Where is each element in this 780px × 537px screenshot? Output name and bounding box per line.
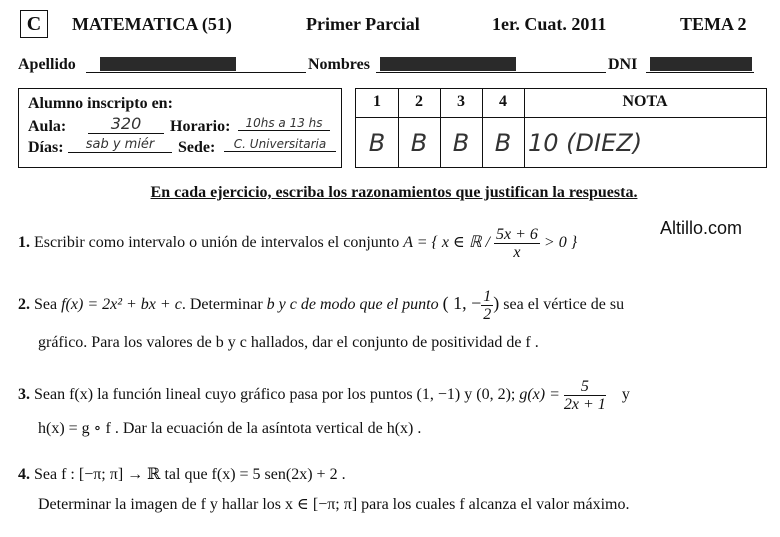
exercise-3-g-fraction xyxy=(564,378,606,413)
watermark-text: Altillo.com xyxy=(660,218,743,238)
exercise-1-fraction xyxy=(494,226,540,261)
exercise-3 xyxy=(18,378,630,413)
exercise-2-point-fraction xyxy=(481,288,493,323)
horario-label: Horario: xyxy=(170,118,231,135)
exercise-4-line-2: Determinar la imagen de f y hallar los x ∈ [−π; π] para los cuales f alcanza el valor máximo. xyxy=(38,496,630,513)
enrollment-title: Alumno inscripto en: xyxy=(28,95,173,112)
exercise-3-line-1: Sean f(x) la función lineal cuyo gráfico pasa por los puntos (1, −1) y (0, 2); xyxy=(34,386,516,404)
nombres-label: Nombres xyxy=(308,56,370,73)
exercise-3-number: 3. xyxy=(18,386,30,404)
grades-table xyxy=(355,88,767,168)
exam-title: Primer Parcial xyxy=(306,14,420,34)
exercise-2-function: f(x) = 2x² + bx + c xyxy=(61,296,182,314)
apellido-line xyxy=(86,72,306,73)
apellido-redaction xyxy=(100,57,236,71)
term-label: 1er. Cuat. 2011 xyxy=(492,14,607,34)
exercise-1-set-prefix: A = { x ∈ ℝ / xyxy=(403,234,490,252)
topic-letter-box xyxy=(20,10,48,38)
exercise-3-g-den: 2x + 1 xyxy=(563,396,606,413)
theme-label: TEMA 2 xyxy=(680,14,747,34)
exercise-2-text-c: b y c de modo que el punto xyxy=(266,296,439,314)
grade-header-3: 3 xyxy=(457,93,465,110)
grade-value-1: B xyxy=(368,129,386,157)
exercise-3-g-prefix: g(x) = xyxy=(519,386,560,404)
grade-header-4: 4 xyxy=(499,93,507,110)
exercise-1-fraction-num: 5x + 6 xyxy=(496,226,538,243)
grade-value-3: B xyxy=(452,129,470,157)
exercise-2-point-left: ( 1, − xyxy=(442,293,482,314)
exercise-1-set-suffix: > 0 } xyxy=(543,234,578,252)
instruction-text: En cada ejercicio, escriba los razonamientos que justifican la respuesta. xyxy=(150,184,638,201)
grade-header-2: 2 xyxy=(415,93,423,110)
exercise-4-number: 4. xyxy=(18,466,30,483)
exercise-1-fraction-den: x xyxy=(513,244,521,261)
exercise-2-number: 2. xyxy=(18,296,30,314)
exercise-2-point-den: 2 xyxy=(483,306,492,323)
apellido-label: Apellido xyxy=(18,56,76,73)
exercise-3-g-num: 5 xyxy=(564,378,606,396)
exercise-1-number: 1. xyxy=(18,234,30,252)
exercise-2-text-a: Sea xyxy=(34,296,58,314)
exercise-2-text-d: sea el vértice de su xyxy=(503,296,625,314)
exercise-4-line-1: Sea f : [−π; π] → ℝ tal que f(x) = 5 sen(2x) + 2 . xyxy=(34,466,346,483)
exercise-2-point-num: 1 xyxy=(483,288,492,305)
aula-label: Aula: xyxy=(28,118,67,135)
exercise-3-line-2: h(x) = g ∘ f . Dar la ecuación de la asíntota vertical de h(x) . xyxy=(38,420,422,437)
grade-value-nota: 10 (DIEZ) xyxy=(528,129,643,157)
sede-value: C. Universitaria xyxy=(224,137,336,152)
sede-label: Sede: xyxy=(178,139,216,156)
exercise-4 xyxy=(18,464,346,484)
grade-header-1: 1 xyxy=(373,93,381,110)
subject-title: MATEMATICA (51) xyxy=(72,14,232,34)
grade-value-2: B xyxy=(410,129,428,157)
dias-label: Días: xyxy=(28,139,64,156)
exercise-1 xyxy=(18,226,577,261)
grade-value-4: B xyxy=(494,129,512,157)
exercise-2 xyxy=(18,288,624,323)
grade-header-nota: NOTA xyxy=(622,93,668,110)
exercise-2-text-b: . Determinar xyxy=(181,296,263,314)
exercise-2-line-2: gráfico. Para los valores de b y c hallados, dar el conjunto de positividad de f . xyxy=(38,334,539,351)
dni-label: DNI xyxy=(608,56,638,73)
exercise-3-and: y xyxy=(621,386,630,404)
dni-redaction xyxy=(650,57,752,71)
nombres-redaction xyxy=(380,57,516,71)
exercise-1-text: Escribir como intervalo o unión de intervalos el conjunto xyxy=(34,234,400,252)
aula-value: 320 xyxy=(88,114,164,134)
horario-value: 10hs a 13 hs xyxy=(238,116,330,131)
topic-letter: C xyxy=(26,13,42,35)
nombres-line xyxy=(376,72,606,73)
dni-line xyxy=(646,72,754,73)
exercise-2-point-right: ) xyxy=(493,293,500,314)
dias-value: sab y miér xyxy=(68,137,172,153)
